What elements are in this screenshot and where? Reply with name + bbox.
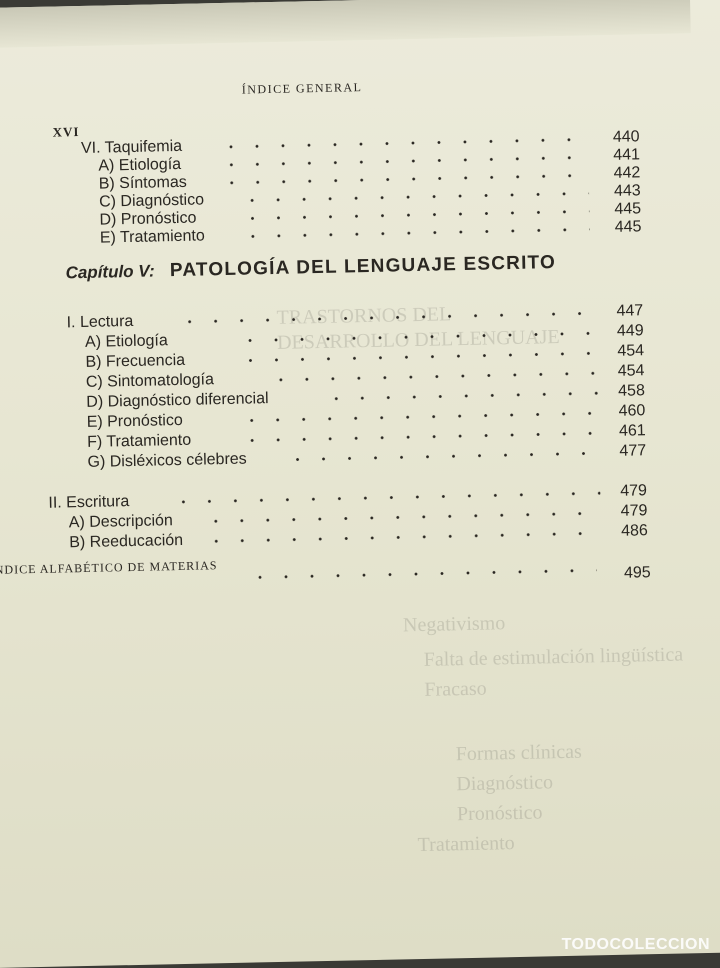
show-through-text: Falta de estimulación lingüística: [424, 643, 684, 671]
show-through-text: Negativismo: [403, 612, 506, 637]
toc-subentry: F) Tratamiento: [87, 432, 191, 452]
toc-subentry: D) Diagnóstico diferencial: [86, 390, 269, 412]
show-through-text: Diagnóstico: [456, 771, 553, 796]
page-number: 442: [613, 164, 640, 183]
leader-dots: [203, 523, 601, 547]
show-through-text: Pronóstico: [457, 801, 543, 826]
leader-dots: [239, 423, 599, 447]
toc-entry: II. Escritura: [48, 493, 129, 513]
page-number: 441: [613, 146, 640, 165]
page-edge: [0, 0, 691, 48]
toc-subentry: E) Tratamiento: [100, 227, 205, 247]
toc-subentry: B) Reeducación: [69, 532, 183, 552]
page-number: 440: [613, 128, 640, 147]
page-number: 486: [621, 522, 648, 541]
show-through-text: Tratamiento: [417, 832, 514, 857]
page-number: 454: [617, 342, 644, 361]
page-folio: XVI: [52, 124, 79, 141]
leader-dots: [284, 443, 599, 466]
page-number: 479: [620, 482, 647, 501]
page-number: 479: [621, 502, 648, 521]
toc-subentry: C) Diagnóstico: [99, 191, 204, 211]
page-number: 445: [615, 218, 642, 237]
toc-subentry: B) Síntomas: [99, 174, 187, 194]
chapter-heading: [65, 252, 556, 284]
leader-dots: [239, 403, 599, 427]
page-number: 495: [624, 564, 651, 583]
page-number: 449: [617, 322, 644, 341]
page-number: 458: [618, 382, 645, 401]
toc-entry: I. Lectura: [66, 313, 133, 332]
leader-dots: [323, 383, 598, 405]
leader-dots: [247, 560, 597, 583]
page-number: 461: [619, 422, 646, 441]
page-number: 445: [614, 200, 641, 219]
toc-subentry: B) Frecuencia: [85, 352, 185, 372]
alphabetic-index-entry: ÍNDICE ALFABÉTICO DE MATERIAS: [0, 558, 218, 578]
watermark-logo: TODOCOLECCION: [562, 936, 710, 954]
chapter-title: PATOLOGÍA DEL LENGUAJE ESCRITO: [170, 252, 556, 281]
toc-entry: VI. Taquifemia: [81, 138, 182, 158]
page-number: 460: [618, 402, 645, 421]
page-number: 454: [618, 362, 645, 381]
toc-subentry: A) Etiología: [98, 156, 181, 176]
page-number: 447: [616, 302, 643, 321]
toc-subentry: C) Sintomatología: [86, 371, 214, 392]
show-through-text: Formas clínicas: [456, 741, 583, 767]
page-number: 477: [619, 442, 646, 461]
page-number: 443: [614, 182, 641, 201]
toc-subentry: A) Descripción: [69, 512, 173, 532]
chapter-number: Capítulo V:: [65, 261, 154, 282]
toc-subentry: G) Disléxicos célebres: [87, 451, 246, 472]
toc-subentry: A) Etiología: [85, 332, 168, 352]
leader-dots: [268, 363, 598, 386]
toc-subentry: E) Pronóstico: [87, 412, 183, 432]
running-head: ÍNDICE GENERAL: [242, 80, 363, 98]
show-through-text: Fracaso: [424, 678, 487, 702]
toc-subentry: D) Pronóstico: [99, 210, 196, 230]
